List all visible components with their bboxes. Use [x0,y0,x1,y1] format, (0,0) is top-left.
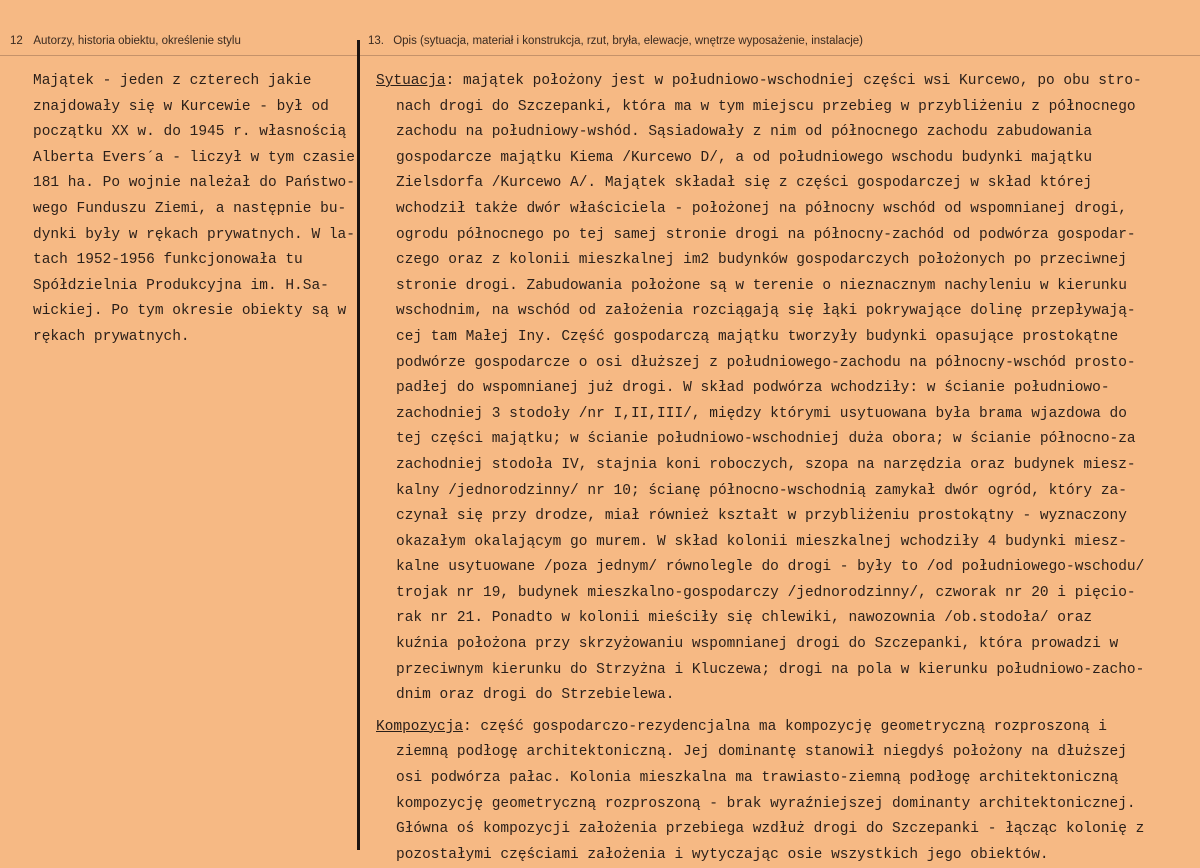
composition-first-text: : część gospodarczo-rezydencjalna ma kompozycję geometryczną rozproszoną i [463,718,1107,735]
right-section-heading [368,35,863,47]
history-line: znajdowały się w Kurcewie - był od [33,98,329,115]
composition-section [376,715,1196,868]
situation-line: wschodnim, na wschód od założenia rozciągają się łąki pokrywające dolinę przepływają- [396,303,1136,320]
situation-line: podwórze gospodarcze o osi dłuższej z południowego-zachodu na północny-wschód prosto- [396,354,1136,371]
history-line: Alberta Evers´a - liczył w tym czasie [33,149,355,166]
situation-line: Zielsdorfa /Kurcewo A/. Majątek składał się z części gospodarczej w skład której [396,175,1093,192]
situation-line: czego oraz z kolonii mieszkalnej im2 budynków gospodarczych położonych po przeciwnej [396,252,1127,269]
left-section-heading [10,35,241,47]
history-line: rękach prywatnych. [33,328,190,345]
situation-section [376,69,1196,709]
history-line: dynki były w rękach prywatnych. W la- [33,226,355,243]
history-line: Majątek - jeden z czterech jakie [33,73,312,89]
situation-label: Sytuacja [376,73,446,89]
composition-line: kompozycję geometryczną rozproszoną - brak wyraźniejszej dominanty architektonicznej. [396,795,1136,812]
situation-line: zachodniej stodoła IV, stajnia koni roboczych, szopa na narzędzia oraz budynek miesz- [396,456,1136,473]
composition-line: Główna oś kompozycji założenia przebiega wzdłuż drogi do Szczepanki - łącząc kolonię z [396,821,1145,838]
history-line: Spółdzielnia Produkcyjna im. H.Sa- [33,277,329,294]
history-line: tach 1952-1956 funkcjonowała tu [33,252,303,269]
situation-line: zachodu na południowy-wshód. Sąsiadowały z nim od północnego zachodu zabudowania [396,124,1093,141]
situation-line: kuźnia położona przy skrzyżowaniu wspomnianej drogi do Szczepanki, która prowadzi w [396,636,1119,653]
right-section-number: 13. [368,35,384,47]
situation-line: przeciwnym kierunku do Strzyżna i Kluczewa; drogi na pola w kierunku południowo-zacho- [396,661,1145,678]
form-header [0,0,1200,56]
situation-line: rak nr 21. Ponadto w kolonii mieściły się chlewiki, nawozownia /ob.stodoła/ oraz [396,610,1093,627]
description-text [376,69,1196,868]
situation-line: dnim oraz drogi do Strzebielewa. [396,687,675,704]
history-line: wickiej. Po tym okresie obiekty są w [33,303,347,320]
history-text [33,69,353,351]
situation-line: tej części majątku; w ścianie południowo-wschodniej duża obora; w ścianie północno-za [396,431,1136,448]
column-divider [357,40,360,850]
right-section-title: Opis (sytuacja, materiał i konstrukcja, rzut, bryła, elewacje, wnętrze wyposażenie, instalacje) [393,35,863,47]
situation-line: stronie drogi. Zabudowania położone są w terenie o nieznacznym nachyleniu w kierunku [396,277,1127,294]
situation-line: zachodniej 3 stodoły /nr I,II,III/, między którymi usytuowana była brama wjazdowa do [396,405,1127,422]
composition-label: Kompozycja [376,718,464,735]
situation-line: trojak nr 19, budynek mieszkalno-gospodarczy /jednorodzinny/, czworak nr 20 i pięcio- [396,584,1136,601]
history-line: 181 ha. Po wojnie należał do Państwo- [33,175,355,192]
composition-line: ziemną podłogę architektoniczną. Jej dominantę stanowił niegdyś położony na dłuższej [396,744,1127,761]
composition-first-line [376,715,1196,741]
left-section-number: 12 [10,35,23,47]
composition-line: osi podwórza pałac. Kolonia mieszkalna ma trawiasto-ziemną podłogę architektoniczną [396,770,1119,787]
situation-line: okazałym okalającym go murem. W skład kolonii mieszkalnej wchodziły 4 budynki miesz- [396,533,1127,550]
header-rule [0,55,1200,56]
situation-line: kalne usytuowane /poza jednym/ równolegle do drogi - były to /od południowego-wschodu/ [396,559,1145,576]
situation-line: gospodarcze majątku Kiema /Kurcewo D/, a od południowego wschodu budynki majątku [396,149,1093,166]
left-section-title: Autorzy, historia obiektu, określenie stylu [33,35,241,47]
situation-line: kalny /jednorodzinny/ nr 10; ścianę północno-wschodnią zamykał dwór ogród, który za- [396,482,1127,499]
composition-line: pozostałymi częściami założenia i wytyczając osie wszystkich jego obiektów. [396,846,1049,863]
situation-first-line [376,69,1196,95]
situation-first-text: : majątek położony jest w południowo-wschodniej części wsi Kurcewo, po obu stro- [445,73,1142,89]
situation-line: cej tam Małej Iny. Część gospodarczą majątku tworzyły budynki opasujące prostokątne [396,328,1119,345]
situation-line: ogrodu północnego po tej samej stronie drogi na północny-zachód od podwórza gospodar- [396,226,1136,243]
situation-line: wchodził także dwór właściciela - położonej na północny wschód od wspomnianej drogi, [396,200,1127,217]
situation-line: padłej do wspomnianej już drogi. W skład podwórza wchodziły: w ścianie południowo- [396,380,1110,397]
history-line: początku XX w. do 1945 r. własnością [33,124,347,141]
situation-line: czynał się przy drodze, miał również kształt w przybliżeniu prostokątny - wyznaczony [396,508,1127,525]
history-line: wego Funduszu Ziemi, a następnie bu- [33,200,347,217]
situation-line: nach drogi do Szczepanki, która ma w tym miejscu przebieg w przybliżeniu z północnego [396,98,1136,115]
